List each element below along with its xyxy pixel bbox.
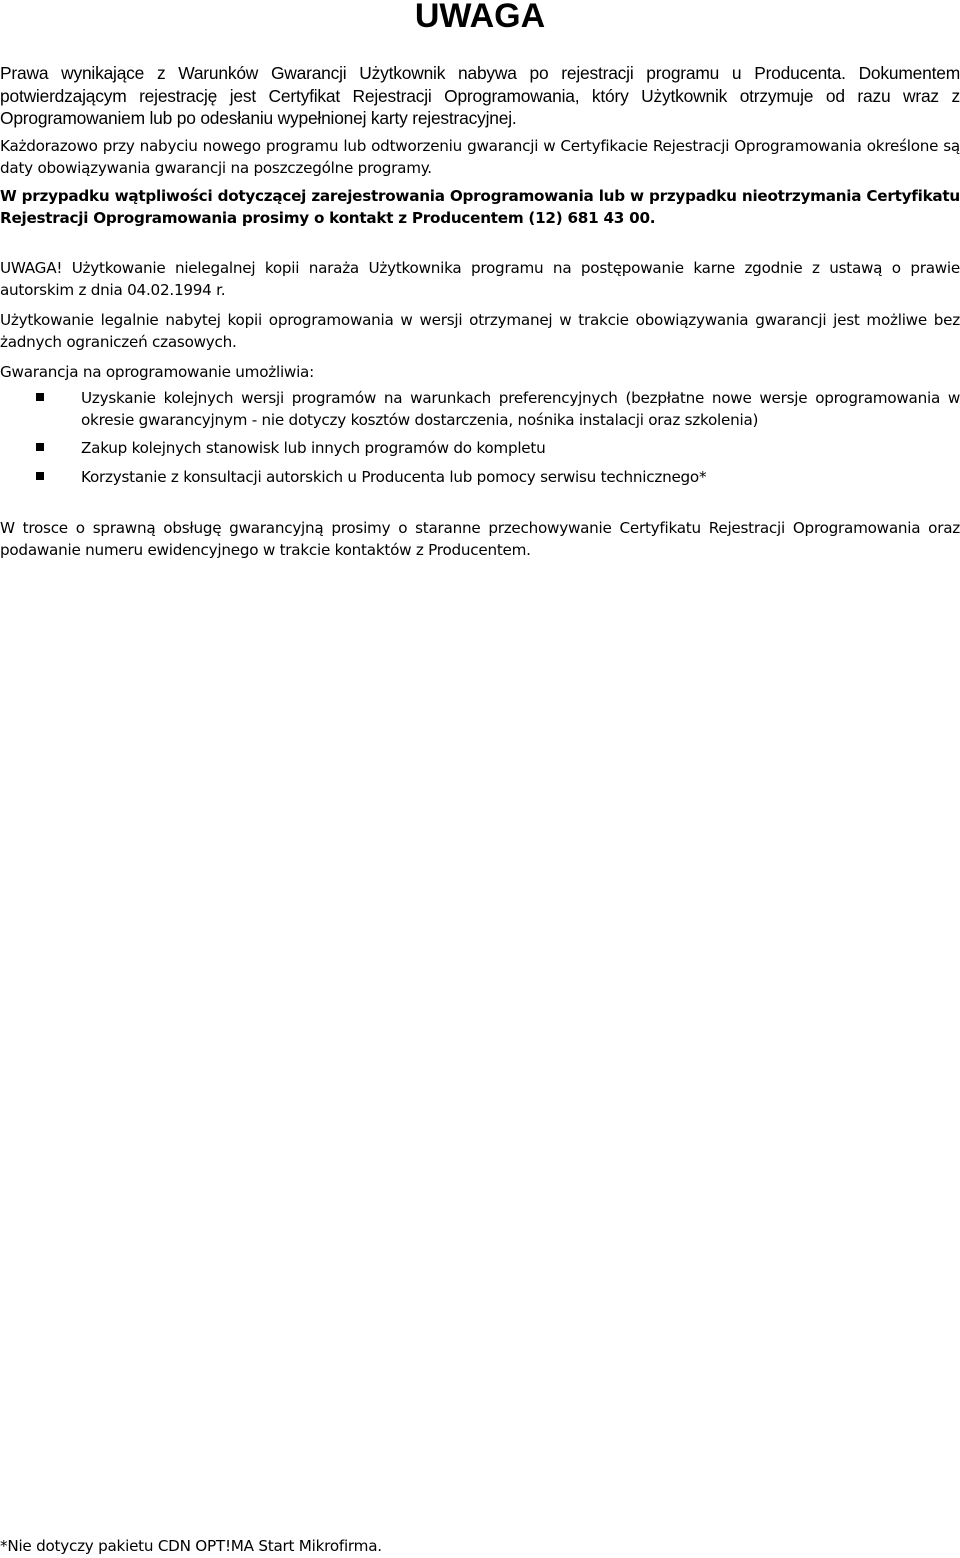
footnote: *Nie dotyczy pakietu CDN OPT!MA Start Mikrofirma. <box>0 1537 382 1555</box>
list-item-text: Zakup kolejnych stanowisk lub innych programów do kompletu <box>81 439 546 458</box>
list-item-text: Uzyskanie kolejnych wersji programów na warunkach preferencyjnych (bezpłatne nowe wersje oprogramowania w okresie gwarancyjnym - nie dotyczy kosztów dostarczenia, nośnika instalacji oraz szkolenia) <box>81 389 960 429</box>
square-bullet-icon <box>36 472 44 480</box>
paragraph-warranty-dates: Każdorazowo przy nabyciu nowego programu lub odtworzeniu gwarancji w Certyfikacie Rejestracji Oprogramowania określone są daty obowiązywania gwarancji na poszczególne programy. <box>0 137 960 177</box>
paragraph-warranty-enables: Gwarancja na oprogramowanie umożliwia: <box>0 363 314 381</box>
paragraph-certificate-storage: W trosce o sprawną obsługę gwarancyjną prosimy o staranne przechowywanie Certyfikatu Rejestracji Oprogramowania oraz podawanie numeru ewidencyjnego w trakcie kontaktów z Producentem. <box>0 519 960 559</box>
warranty-benefits-list <box>0 388 960 489</box>
paragraph-illegal-copy-warning: UWAGA! Użytkowanie nielegalnej kopii naraża Użytkownika programu na postępowanie karne zgodnie z ustawą o prawie autorskim z dnia 04.02.1994 r. <box>0 259 960 299</box>
paragraph-registration: Prawa wynikające z Warunków Gwarancji Użytkownik nabywa po rejestracji programu u Producenta. Dokumentem potwierdzającym rejestrację jest Certyfikat Rejestracji Oprogramowania, który Użytkownik otrzymuje od razu wraz z Oprogramowaniem lub po odesłaniu wypełnionej karty rejestracyjnej. <box>0 63 960 128</box>
paragraph-legal-use: Użytkowanie legalnie nabytej kopii oprogramowania w wersji otrzymanej w trakcie obowiązywania gwarancji jest możliwe bez żadnych ograniczeń czasowych. <box>0 311 960 351</box>
square-bullet-icon <box>36 443 44 451</box>
list-item <box>0 388 960 431</box>
page-title: UWAGA <box>414 0 546 35</box>
paragraph-contact-producer: W przypadku wątpliwości dotyczącej zarejestrowania Oprogramowania lub w przypadku nieotrzymania Certyfikatu Rejestracji Oprogramowania prosimy o kontakt z Producentem (12) 681 43 00. <box>0 187 960 227</box>
list-item <box>0 438 960 460</box>
list-item-text: Korzystanie z konsultacji autorskich u Producenta lub pomocy serwisu technicznego* <box>81 468 707 487</box>
square-bullet-icon <box>36 393 44 401</box>
list-item <box>0 467 960 489</box>
